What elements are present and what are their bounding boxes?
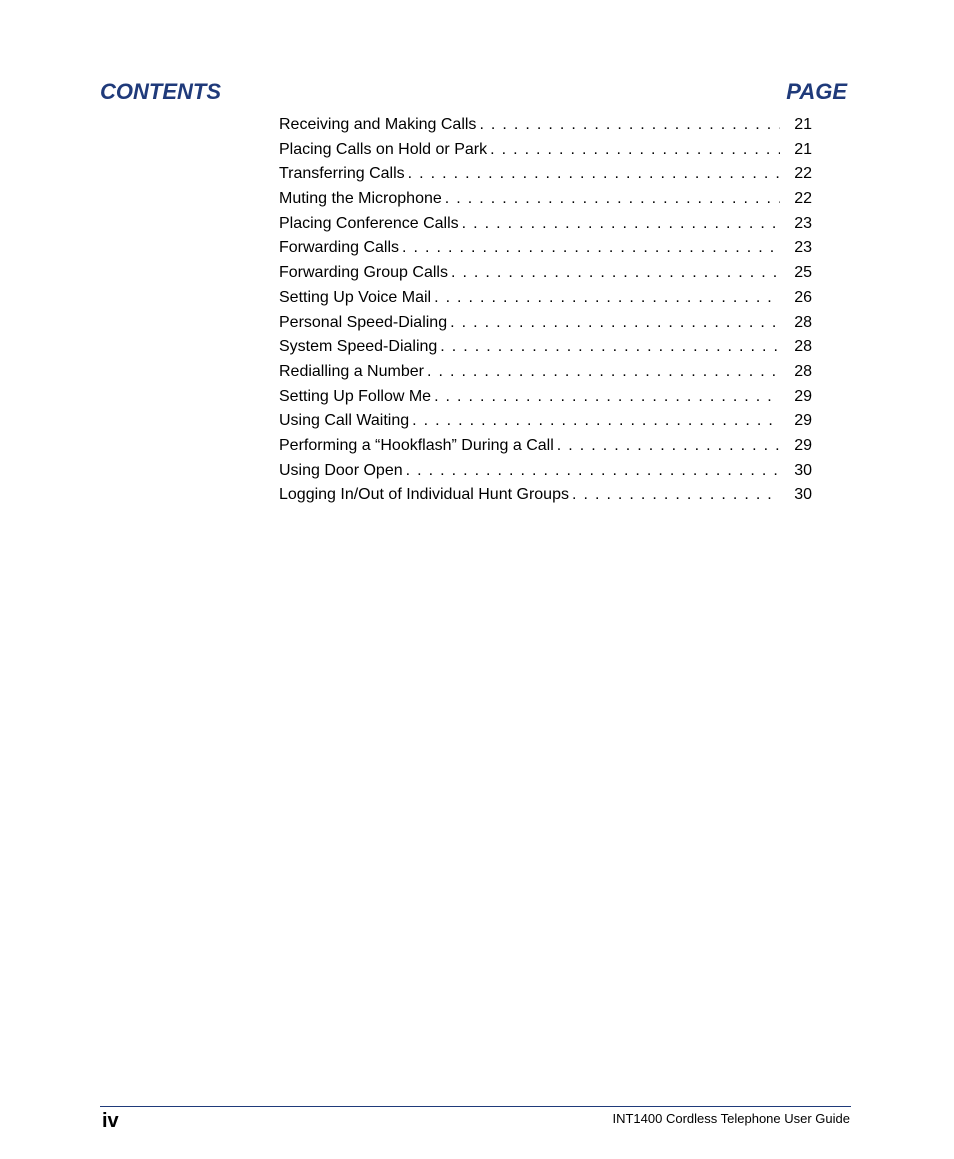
footer-document-title: INT1400 Cordless Telephone User Guide <box>612 1111 850 1126</box>
toc-entry-page: 28 <box>794 313 812 331</box>
toc-dot-leader <box>557 434 780 459</box>
toc-entry[interactable] <box>279 459 812 484</box>
toc-dot-leader <box>479 113 780 138</box>
toc-dot-leader <box>451 261 780 286</box>
toc-entry-page: 28 <box>794 362 812 380</box>
toc-entry-page: 23 <box>794 214 812 232</box>
toc-entry[interactable] <box>279 236 812 261</box>
toc-entry-title: Placing Calls on Hold or Park <box>279 140 488 158</box>
footer-page-number: iv <box>102 1110 119 1132</box>
toc-entry-page: 21 <box>794 140 812 158</box>
contents-heading: CONTENTS <box>100 79 221 104</box>
toc-entry-title: Logging In/Out of Individual Hunt Groups <box>279 486 569 504</box>
toc-entry-title: Using Call Waiting <box>279 412 410 430</box>
toc-entry[interactable] <box>279 187 812 212</box>
footer-divider <box>100 1106 851 1107</box>
toc-entry-title: Forwarding Group Calls <box>279 264 448 282</box>
toc-entry[interactable] <box>279 409 812 434</box>
toc-entry-page: 22 <box>794 190 812 208</box>
toc-dot-leader <box>490 138 780 163</box>
toc-dot-leader <box>427 360 780 385</box>
toc-entry-page: 26 <box>794 288 812 306</box>
toc-dot-leader <box>572 483 780 508</box>
toc-entry[interactable] <box>279 360 812 385</box>
toc-entry-page: 29 <box>794 436 812 454</box>
toc-entry-title: Performing a “Hookflash” During a Call <box>279 436 554 454</box>
page-heading: PAGE <box>786 79 847 104</box>
toc-entry[interactable] <box>279 434 812 459</box>
toc-dot-leader <box>408 162 780 187</box>
toc-entry[interactable] <box>279 162 812 187</box>
toc-entry-title: Muting the Microphone <box>279 190 442 208</box>
toc-entry-title: Redialling a Number <box>279 362 424 380</box>
toc-entry-title: Setting Up Voice Mail <box>279 288 432 306</box>
table-of-contents <box>279 113 812 508</box>
toc-dot-leader <box>412 409 780 434</box>
toc-entry-page: 25 <box>794 264 812 282</box>
toc-entry-title: Placing Conference Calls <box>279 214 459 232</box>
toc-entry[interactable] <box>279 311 812 336</box>
toc-dot-leader <box>440 335 780 360</box>
toc-dot-leader <box>434 385 780 410</box>
toc-entry[interactable] <box>279 286 812 311</box>
toc-entry-title: Using Door Open <box>279 461 403 479</box>
toc-entry[interactable] <box>279 212 812 237</box>
toc-entry-page: 22 <box>794 165 812 183</box>
toc-entry-page: 29 <box>794 387 812 405</box>
toc-dot-leader <box>402 236 780 261</box>
toc-entry-page: 21 <box>794 116 812 133</box>
toc-dot-leader <box>406 459 780 484</box>
toc-entry-title: Personal Speed-Dialing <box>279 313 448 331</box>
toc-entry[interactable] <box>279 385 812 410</box>
toc-entry-title: Setting Up Follow Me <box>279 387 432 405</box>
toc-entry-page: 23 <box>794 239 812 257</box>
toc-entry[interactable] <box>279 113 812 138</box>
toc-entry-page: 30 <box>794 486 812 504</box>
toc-entry-page: 29 <box>794 412 812 430</box>
toc-dot-leader <box>462 212 780 237</box>
toc-entry-title: Forwarding Calls <box>279 239 400 257</box>
toc-entry[interactable] <box>279 138 812 163</box>
toc-entry-page: 28 <box>794 338 812 356</box>
toc-entry-title: System Speed-Dialing <box>279 338 438 356</box>
toc-dot-leader <box>445 187 780 212</box>
toc-entry-title: Receiving and Making Calls <box>279 116 477 133</box>
toc-dot-leader <box>450 311 780 336</box>
toc-entry[interactable] <box>279 483 812 508</box>
toc-dot-leader <box>434 286 780 311</box>
toc-entry[interactable] <box>279 261 812 286</box>
toc-entry-title: Transferring Calls <box>279 165 405 183</box>
toc-entry-page: 30 <box>794 461 812 479</box>
toc-entry[interactable] <box>279 335 812 360</box>
